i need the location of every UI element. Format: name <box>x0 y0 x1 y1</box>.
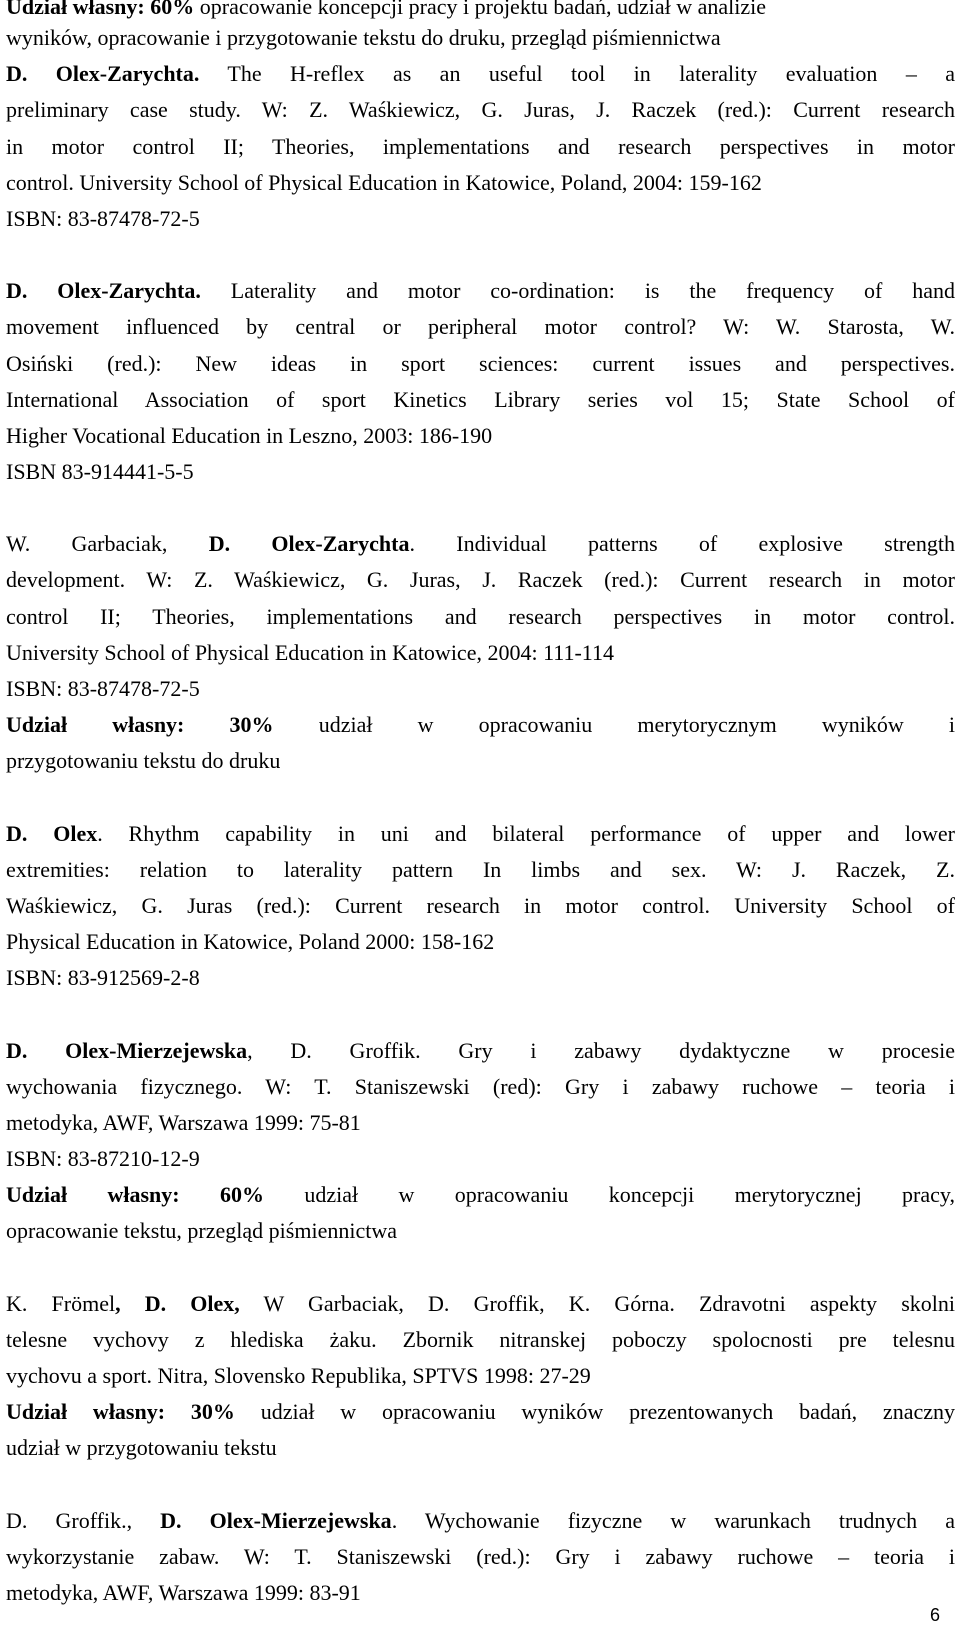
text-line <box>6 129 955 165</box>
text-segment: W. Garbaciak, <box>6 531 209 557</box>
text-segment: ISBN: 83-912569-2-8 <box>6 965 200 991</box>
text-segment: ISBN: 83-87210-12-9 <box>6 1146 200 1172</box>
text-segment: Laterality and motor co-ordination: is the frequency of hand <box>200 278 956 304</box>
entry-spacer <box>6 997 955 1033</box>
bibliography-entry <box>6 0 955 56</box>
bold-text: D. Olex-Zarychta. <box>6 61 200 87</box>
text-line <box>6 1141 955 1177</box>
text-line <box>6 1394 955 1430</box>
entry-spacer <box>6 1250 955 1286</box>
text-line <box>6 1069 955 1105</box>
text-line <box>6 454 955 490</box>
text-line <box>6 1430 955 1466</box>
text-line <box>6 526 955 562</box>
bold-text: Udział własny: 30% <box>6 712 274 738</box>
bold-text: D. Olex-Zarychta <box>208 531 410 557</box>
document-page <box>6 0 955 1611</box>
text-segment: wyników, opracowanie i przygotowanie tekstu do druku, przegląd piśmiennictwa <box>6 25 721 50</box>
text-segment: movement influenced by central or peripheral motor control? W: W. Starosta, W. <box>6 314 955 340</box>
text-line <box>6 816 955 852</box>
text-segment: ISBN: 83-87478-72-5 <box>6 205 200 231</box>
text-line <box>6 743 955 779</box>
text-segment: in motor control II; Theories, implementations and research perspectives in motor <box>6 133 955 159</box>
text-line <box>6 1358 955 1394</box>
text-line <box>6 635 955 671</box>
text-segment: Physical Education in Katowice, Poland 2000: 158-162 <box>6 929 495 955</box>
text-segment: development. W: Z. Waśkiewicz, G. Juras, J. Raczek (red.): Current research in motor <box>6 567 955 593</box>
entry-spacer <box>6 1467 955 1503</box>
text-line <box>6 1177 955 1213</box>
text-segment: ISBN 83-914441-5-5 <box>6 459 194 485</box>
bold-text: Udział własny: 60% <box>6 1182 264 1208</box>
text-segment: , D. Groffik. Gry i zabawy dydaktyczne w procesie <box>247 1037 955 1063</box>
text-line <box>6 671 955 707</box>
text-segment: metodyka, AWF, Warszawa 1999: 83-91 <box>6 1579 361 1605</box>
text-segment: udział w opracowaniu merytorycznym wyników i <box>273 712 955 738</box>
bold-text: , D. Olex, <box>115 1290 240 1316</box>
text-line <box>6 1033 955 1069</box>
text-segment: Waśkiewicz, G. Juras (red.): Current research in motor control. University School of <box>6 892 955 918</box>
text-segment: D. Groffik., <box>6 1507 161 1533</box>
text-line <box>6 707 955 743</box>
text-line <box>6 346 955 382</box>
text-segment: metodyka, AWF, Warszawa 1999: 75-81 <box>6 1109 361 1135</box>
text-line <box>6 1105 955 1141</box>
text-segment: International Association of sport Kinetics Library series vol 15; State School of <box>6 386 955 412</box>
text-segment: Higher Vocational Education in Leszno, 2003: 186-190 <box>6 422 493 448</box>
text-segment: control. University School of Physical Education in Katowice, Poland, 2004: 159-162 <box>6 169 762 195</box>
text-segment: opracowanie koncepcji pracy i projektu badań, udział w analizie <box>194 0 767 19</box>
text-segment: ISBN: 83-87478-72-5 <box>6 676 200 701</box>
text-line <box>6 1286 955 1322</box>
text-segment: extremities: relation to laterality pattern In limbs and sex. W: J. Raczek, Z. <box>6 856 955 882</box>
text-segment: opracowanie tekstu, przegląd piśmiennictwa <box>6 1218 397 1244</box>
text-segment: preliminary case study. W: Z. Waśkiewicz, G. Juras, J. Raczek (red.): Current research <box>6 97 955 123</box>
text-line <box>6 888 955 924</box>
text-line <box>6 273 955 309</box>
bibliography-entry <box>6 1033 955 1250</box>
text-segment: W Garbaciak, D. Groffik, K. Górna. Zdravotni aspekty skolni <box>239 1290 955 1316</box>
text-segment: udział w opracowaniu wyników prezentowanych badań, znaczny <box>234 1399 955 1425</box>
text-segment: udział w przygotowaniu tekstu <box>6 1435 277 1461</box>
text-line <box>6 309 955 345</box>
text-line <box>6 20 955 56</box>
text-line <box>6 1539 955 1575</box>
text-line <box>6 382 955 418</box>
text-line <box>6 1213 955 1249</box>
bibliography-entry <box>6 526 955 779</box>
text-segment: przygotowaniu tekstu do druku <box>6 748 281 774</box>
text-line <box>6 562 955 598</box>
bold-text: D. Olex-Mierzejewska <box>6 1037 248 1063</box>
text-segment: control II; Theories, implementations and research perspectives in motor control. <box>6 603 955 629</box>
bibliography-entry <box>6 1286 955 1467</box>
text-segment: K. Frömel <box>6 1290 116 1316</box>
text-line <box>6 1503 955 1539</box>
text-segment: vychovu a sport. Nitra, Slovensko Republika, SPTVS 1998: 27-29 <box>6 1363 591 1388</box>
text-segment: . Wychowanie fizyczne w warunkach trudnych a <box>391 1507 955 1533</box>
text-segment: Osiński (red.): New ideas in sport sciences: current issues and perspectives. <box>6 350 955 376</box>
text-line <box>6 418 955 454</box>
text-line <box>6 92 955 128</box>
text-line <box>6 599 955 635</box>
text-line <box>6 924 955 960</box>
bibliography-entry <box>6 273 955 490</box>
bold-text: D. Olex-Zarychta. <box>6 278 201 304</box>
text-line <box>6 165 955 201</box>
bold-text: Udział własny: 30% <box>6 1399 235 1425</box>
text-line <box>6 56 955 92</box>
bold-text: D. Olex-Mierzejewska <box>160 1507 392 1533</box>
bibliography-entry <box>6 1503 955 1612</box>
text-segment: The H-reflex as an useful tool in laterality evaluation – a <box>199 61 955 87</box>
text-segment: wychowania fizycznego. W: T. Staniszewski (red): Gry i zabawy ruchowe – teoria i <box>6 1073 955 1099</box>
text-segment: udział w opracowaniu koncepcji merytorycznej pracy, <box>263 1182 955 1208</box>
text-segment: telesne vychovy z hlediska żaku. Zbornik nitranskej poboczy spolocnosti pre telesnu <box>6 1326 955 1352</box>
text-line <box>6 852 955 888</box>
text-segment: . Rhythm capability in uni and bilateral performance of upper and lower <box>97 820 955 846</box>
page-number: 6 <box>929 1605 940 1625</box>
bibliography-entry <box>6 816 955 997</box>
text-segment: University School of Physical Education in Katowice, 2004: 111-114 <box>6 639 614 665</box>
text-segment: wykorzystanie zabaw. W: T. Staniszewski (red.): Gry i zabawy ruchowe – teoria i <box>6 1543 955 1569</box>
text-segment: . Individual patterns of explosive strength <box>409 531 956 557</box>
bold-text: Udział własny: 60% <box>6 0 195 19</box>
text-line <box>6 1322 955 1358</box>
entry-spacer <box>6 780 955 816</box>
entry-spacer <box>6 237 955 273</box>
bold-text: D. Olex <box>6 820 98 846</box>
bibliography-entry <box>6 56 955 237</box>
entry-spacer <box>6 490 955 526</box>
text-line <box>6 0 955 20</box>
text-line <box>6 960 955 996</box>
text-line <box>6 1575 955 1611</box>
text-line <box>6 201 955 237</box>
